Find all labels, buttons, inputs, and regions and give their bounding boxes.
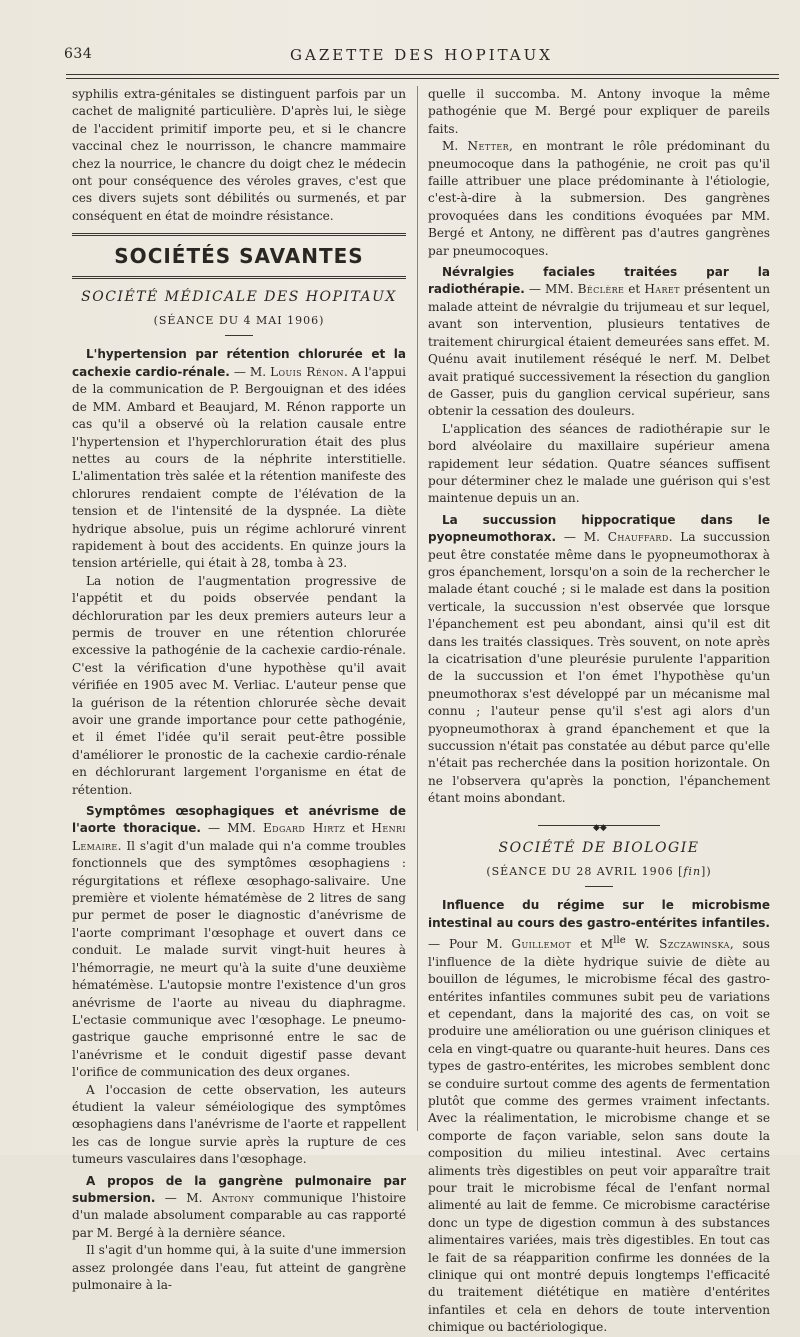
header-rule bbox=[66, 74, 779, 75]
article-heading: A propos de la gangrène pulmonaire par submersion. bbox=[72, 1173, 406, 1205]
article-heading: La succussion hippocratique dans le pyopneumothorax. bbox=[428, 512, 770, 545]
continued-paragraph: quelle il succomba. M. Antony invoque la même pathogénie que M. Bergé pour expliquer de pareils faits. bbox=[428, 87, 770, 136]
article-microbisme: Influence du régime sur le microbisme intestinal au cours des gastro-entérites infantiles. — Pour M. Guillemot et $M^{lle}$ W. Szczawinska, sous l'influence de la diète hydrique suivie de diète au bouillon de légumes, le microbisme fécal des gastro-entérites infantiles communes subit peu de variations et cependant, dans la majorité des cas, on voit se produire une amélioration ou une guérison cliniques et cela en vingt-quatre ou quarante-huit heures. Dans ces types de gastro-entérites, les microbes semblent donc se conduire surtout comme des agents de fermentation plutôt que comme des germes vraiment infectants. Avec la réalimentation, le microbisme change et se comporte de façon variable, selon sans doute la composition du milieu intestinal. Avec certains aliments très digestibles on peut voir apparaître trait pour trait le microbisme fécal de l'enfant normal alimenté au lait de femme. Ce microbisme caractérise donc un type de digestion commun à des substances alimentaires variées, mais très digestibles. En tout cas le fait de sa réapparition confirme les données de la clinique qui ont montré depuis longtemps l'efficacité du traitement diététique en matière d'entérites infantiles et cela en dehors de toute intervention chimique ou bactériologique. bbox=[428, 898, 771, 1335]
author-name: Guillemot bbox=[511, 937, 572, 952]
column-separator bbox=[417, 86, 418, 1131]
society-title-biologie: SOCIÉTÉ DE BIOLOGIE bbox=[498, 839, 700, 856]
author-name: Henri Lemaire bbox=[72, 821, 406, 853]
netter-paragraph: M. Netter, en montrant le rôle prédominant du pneumocoque dans la pathogénie, ne croit pas qu'il faille attribuer une place prédominante à l'étiologie, c'est-à-dire à la submersion. Des gangrènes provoquées dans les conditions évoquées par MM. Bergé et Antony, ne diffèrent pas d'autres gangrènes par pneumocoques. bbox=[428, 139, 770, 258]
author-name: Edgard Hirtz bbox=[262, 821, 346, 836]
article-paragraph: A l'occasion de cette observation, les auteurs étudient la valeur séméiologique des symptômes œsophagiens dans l'anévrisme de l'aorte et rappellent les cas de longue survie après la rupture de ces tumeurs vasculaires dans l'œsophage. bbox=[72, 1082, 406, 1167]
header-rule-2 bbox=[66, 78, 779, 79]
author-name: Haret bbox=[644, 282, 680, 297]
left-column bbox=[72, 86, 406, 1294]
article-paragraph: L'application des séances de radiothérapie sur le bord alvéolaire du maxillaire supérieur amena rapidement leur sédation. Quatre séances suffisent pour déterminer chez le malade une guérison qui s'est maintenue depuis un an. bbox=[428, 421, 770, 506]
author-name: Louis Rénon bbox=[270, 364, 344, 379]
right-column bbox=[428, 86, 770, 1337]
article-heading: L'hypertension par rétention chlorurée et la cachexie cardio-rénale. bbox=[72, 347, 406, 379]
article-oesophage: Symptômes œsophagiques et anévrisme de l'aorte thoracique. — MM. Edgard Hirtz et Henri Lemaire. Il s'agit d'un malade qui n'a comme troubles fonctionnels que des symptômes œsophagiens : régurgitations et réflexe œsophago-salivaire. Une première et violente hématémèse de 2 litres de sang pur permet de poser le diagnostic d'anévrisme de l'aorte comprimant l'œsophage et ouvert dans ce conduit. Le malade survit vingt-huit heures à l'hémorragie, ne meurt qu'à la suite d'une deuxième hématémèse. L'autopsie montre l'existence d'un gros anévrisme de l'aorte au niveau du diaphragme. L'ectasie communique avec l'œsophage. Le pneumo-gastrique gauche emprisonné entre le sac de l'anévrisme et le conduit digestif passe devant l'orifice de communication des deux organes. bbox=[72, 804, 406, 1080]
short-rule bbox=[225, 335, 253, 336]
article-succussion: La succussion hippocratique dans le pyopneumothorax. — M. Chauffard. La succussion peut être constatée même dans le pyopneumothorax à gros épanchement, lorsqu'on a soin de la rechercher le malade étant couché ; si le malade est dans la position verticale, la succussion n'est observée que lorsque l'épanchement est peu abondant, ainsi qu'il est dit dans les traités classiques. Très souvent, on note après la cicatrisation d'une pleurésie purulente l'apparition de la succussion et l'on émet l'hypothèse qu'un pneumothorax s'est développé par un mécanisme mal connu ; l'auteur pense qu'il s'est agi alors d'un pyopneumothorax à grand épanchement et que la succussion n'était pas constatée au début parce qu'elle n'était pas recherchée dans la position horizontale. On ne l'observera qu'après la ponction, l'épanchement étant moins abondant. bbox=[428, 512, 770, 806]
author-name: Béclère bbox=[577, 282, 625, 297]
ornament-dot-icon: ◆◆ bbox=[593, 822, 607, 833]
section-header bbox=[72, 233, 406, 278]
section-ornament bbox=[428, 818, 770, 832]
article-paragraph: Il s'agit d'un homme qui, à la suite d'une immersion assez prolongée dans l'eau, fut atteint de gangrène pulmonaire à la- bbox=[72, 1243, 406, 1292]
author-name: Antony bbox=[211, 1190, 255, 1205]
session-date-biologie: (SÉANCE DU 28 AVRIL 1906 [fin]) bbox=[486, 865, 712, 879]
article-nevralgies: Névralgies faciales traitées par la radiothérapie. — MM. Béclère et Haret présentent un malade atteint de névralgie du trijumeau et sur lequel, avant son intervention, plusieurs tentatives de traitement chirurgical étaient demeurées sans effet. M. Quénu avait inutilement réséqué le nerf. M. Delbet avait pratiqué successivement la résection du ganglion de Gasser, puis du ganglion cervical supérieur, sans obtenir la cessation des douleurs. bbox=[428, 265, 770, 419]
article-paragraph: La notion de l'augmentation progressive de l'appétit et du poids observée pendant la déchloruration par les deux premiers auteurs leur a permis de trouver en une rétention chlorurée excessive la pathogénie de la cachexie cardio-rénale. C'est la vérification d'une hypothèse qu'il avait vérifiée en 1905 avec M. Verliac. L'auteur pense que la guérison de la rétention chlorurée sèche devait avoir une grande importance pour cette pathogénie, et il émet l'idée qu'il serait peut-être possible d'améliorer le pronostic de la cachexie cardio-rénale en déchlorurant largement l'organisme en état de rétention. bbox=[72, 573, 406, 797]
article-hypertension: L'hypertension par rétention chlorurée et la cachexie cardio-rénale. — M. Louis Rénon. A l'appui de la communication de P. Bergouignan et des idées de MM. Ambard et Beaujard, M. Rénon rapporte un cas qu'il a observé où la relation causale entre l'hypertension et l'hyperchloruration était des plus nettes au cours de la néphrite interstitielle. L'alimentation très salée et la rétention manifeste des chlorures rendaient compte de l'élévation de la tension et de l'intensité de la dyspnée. La diète hydrique absolue, puis un régime achloruré vinrent rapidement à bout des accidents. En quinze jours la tension artérielle, qui était à 28, tomba à 23. bbox=[72, 347, 406, 571]
author-name: Netter bbox=[467, 139, 510, 154]
society-title: SOCIÉTÉ MÉDICALE DES HOPITAUX bbox=[81, 288, 397, 305]
section-title: SOCIÉTÉS SAVANTES bbox=[114, 244, 364, 269]
page-number: 634 bbox=[64, 46, 93, 62]
short-rule bbox=[585, 886, 613, 887]
author-name: Chauffard bbox=[607, 530, 669, 545]
article-heading: Influence du régime sur le microbisme intestinal au cours des gastro-entérites infantiles. bbox=[428, 898, 770, 930]
article-heading: Symptômes œsophagiques et anévrisme de l'aorte thoracique. bbox=[72, 804, 406, 836]
page-header bbox=[64, 46, 779, 70]
article-gangrene: A propos de la gangrène pulmonaire par submersion. — M. Antony communique l'histoire d'un malade absolument comparable au cas rapporté par M. Bergé à la dernière séance. bbox=[72, 1173, 406, 1240]
intro-paragraph: syphilis extra-génitales se distinguent parfois par un cachet de malignité particulière. D'après lui, le siège de l'accident primitif importe peu, et si le chancre vaccinal chez le nourrisson, le chancre mammaire chez la nourrice, le chancre du doigt chez le médecin ont pour conséquence des véroles graves, c'est que ces divers sujets sont débilités ou surmenés, et par conséquent en état de moindre résistance. bbox=[72, 87, 406, 223]
running-title: GAZETTE DES HOPITAUX bbox=[290, 46, 553, 64]
article-heading: Névralgies faciales traitées par la radiothérapie. bbox=[428, 265, 770, 297]
session-date: (SÉANCE DU 4 MAI 1906) bbox=[153, 314, 325, 328]
author-name: W. Szczawinska bbox=[625, 937, 730, 952]
